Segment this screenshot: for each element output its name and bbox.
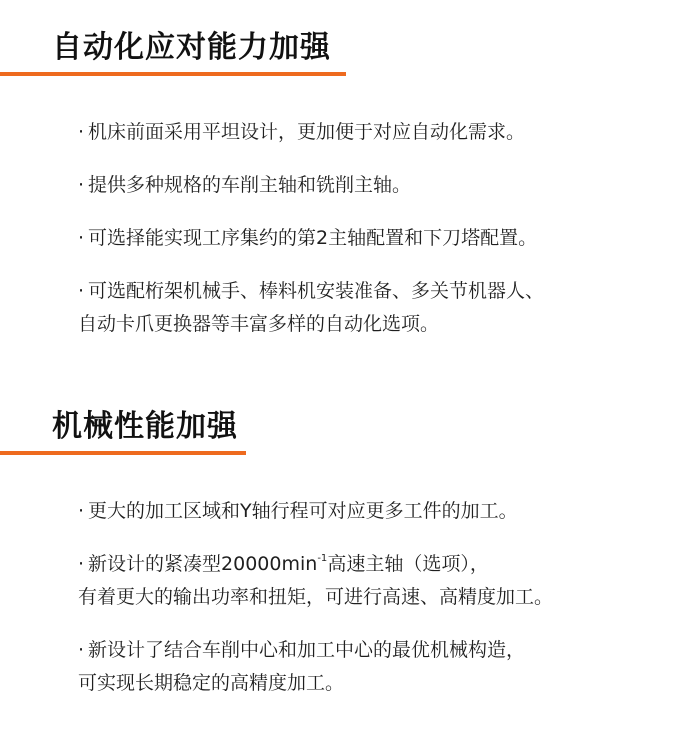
list-item <box>78 495 693 528</box>
bullet: · <box>78 639 85 661</box>
list-item <box>78 634 693 700</box>
bullet: · <box>78 174 85 196</box>
list-item <box>78 116 693 149</box>
bullet: · <box>78 500 85 522</box>
heading-underline <box>0 72 346 76</box>
item-text: 更大的加工区域和Y轴行程可对应更多工件的加工。 <box>88 500 518 522</box>
list-item <box>78 275 693 341</box>
list-item <box>78 169 693 202</box>
item-text: 可选配桁架机械手、棒料机安装准备、多关节机器人、 <box>88 280 545 302</box>
section-heading: 机械性能加强 <box>52 409 238 444</box>
item-text: 高速主轴（选项）， <box>327 553 489 575</box>
item-text: 提供多种规格的车削主轴和铣削主轴。 <box>88 174 412 196</box>
bullet: · <box>78 553 85 575</box>
feature-list <box>0 495 693 700</box>
item-text: 新设计了结合车削中心和加工中心的最优机械构造， <box>88 639 526 661</box>
item-line <box>78 169 693 202</box>
item-line: 有着更大的输出功率和扭矩，可进行高速、高精度加工。 <box>78 586 554 608</box>
item-text: 可选择能实现工序集约的第2主轴配置和下刀塔配置。 <box>88 227 538 249</box>
item-line: 可实现长期稳定的高精度加工。 <box>78 672 345 694</box>
superscript: -1 <box>317 552 328 564</box>
bullet: · <box>78 227 85 249</box>
item-text: 机床前面采用平坦设计，更加便于对应自动化需求。 <box>88 121 526 143</box>
item-line <box>78 634 693 667</box>
section-mechanical <box>0 407 693 720</box>
item-line <box>78 548 693 581</box>
item-line <box>78 275 693 308</box>
item-line <box>78 222 693 255</box>
item-text: 新设计的紧凑型20000min <box>88 553 318 575</box>
item-line <box>78 495 693 528</box>
item-line <box>78 116 693 149</box>
list-item <box>78 222 693 255</box>
bullet: · <box>78 280 85 302</box>
section-automation <box>0 28 693 361</box>
item-line: 自动卡爪更换器等丰富多样的自动化选项。 <box>78 313 440 335</box>
bullet: · <box>78 121 85 143</box>
feature-list <box>0 116 693 341</box>
heading-underline <box>0 451 246 455</box>
list-item <box>78 548 693 614</box>
section-heading: 自动化应对能力加强 <box>52 30 331 65</box>
